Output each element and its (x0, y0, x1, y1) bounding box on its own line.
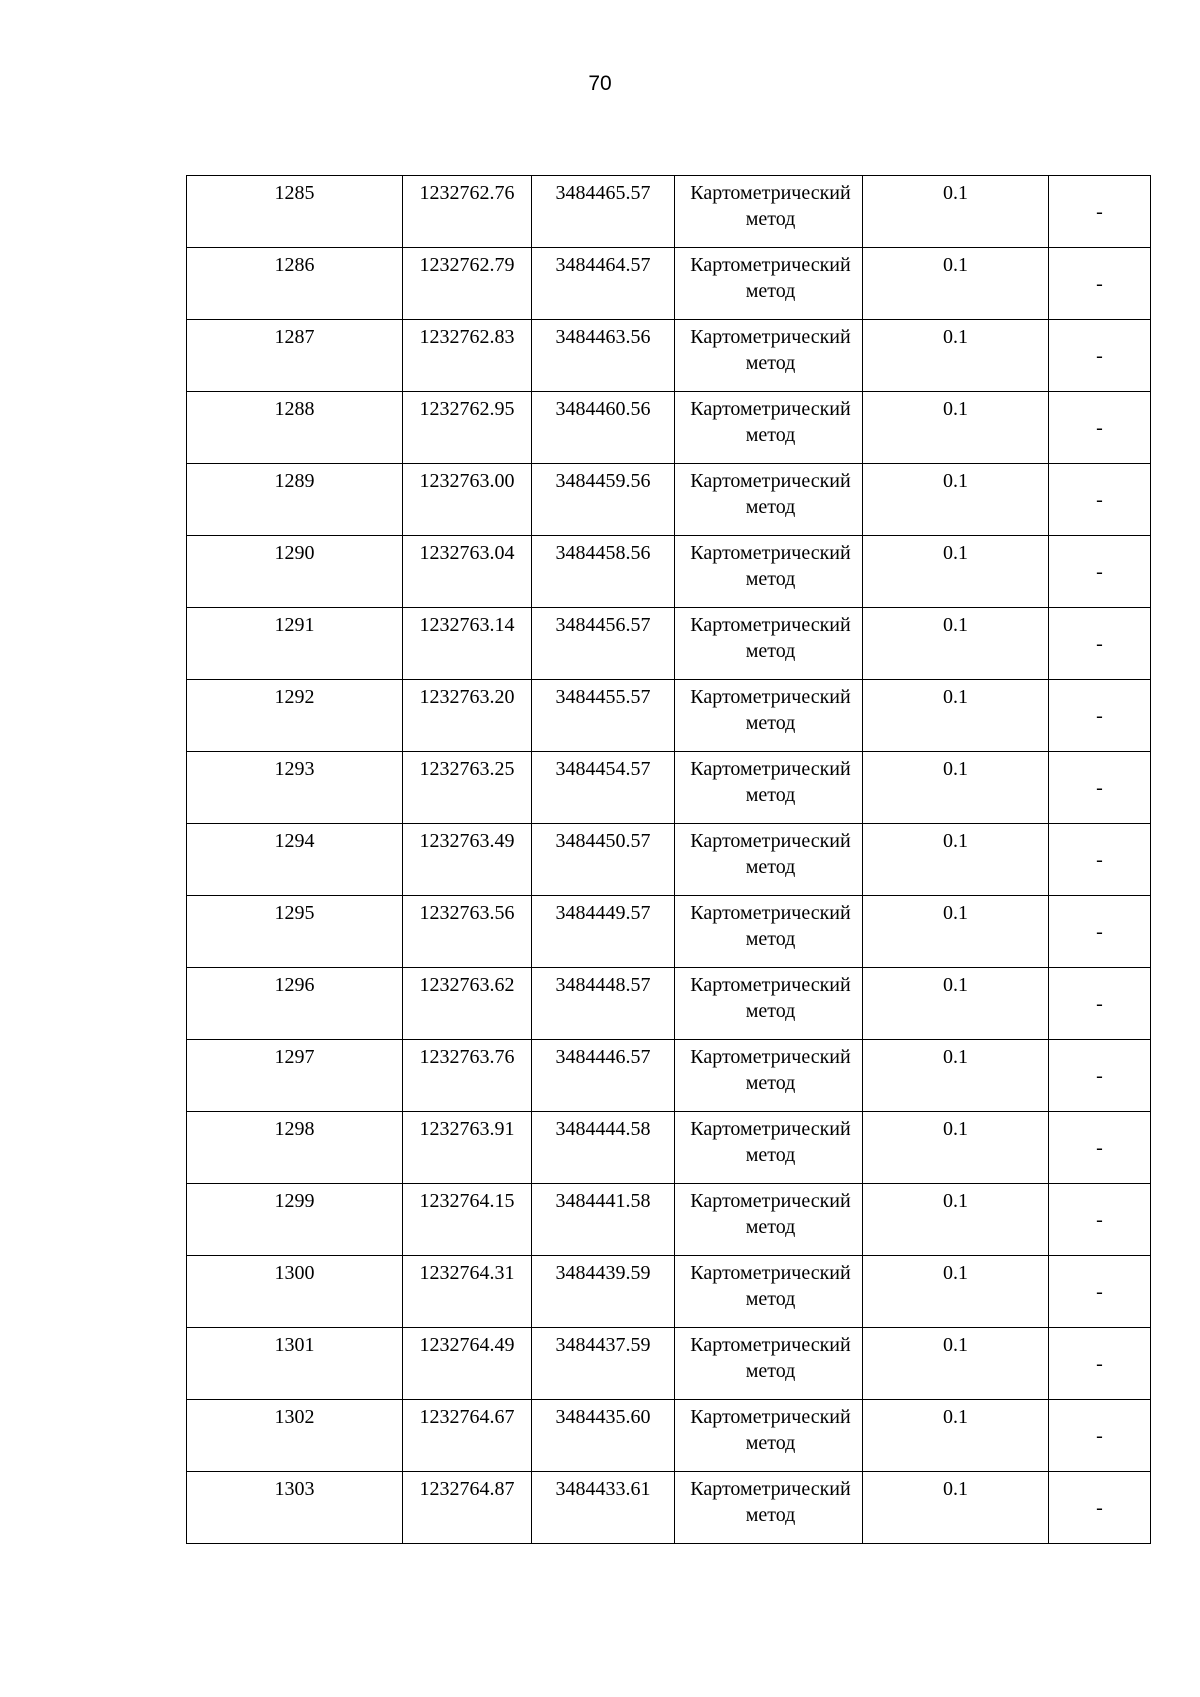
method-line-1: Картометрический (690, 398, 851, 420)
method-line-2: метод (745, 712, 796, 734)
accuracy-cell: 0.1 (863, 1472, 1049, 1544)
table-row (187, 1112, 1151, 1184)
method-cell (675, 680, 863, 752)
x-coordinate-cell: 1232762.76 (403, 176, 532, 248)
y-coordinate-cell: 3484439.59 (532, 1256, 675, 1328)
method-line-2: метод (745, 1432, 796, 1454)
table-row (187, 1400, 1151, 1472)
x-coordinate-cell: 1232763.14 (403, 608, 532, 680)
method-cell (675, 1184, 863, 1256)
point-number-cell: 1302 (187, 1400, 403, 1472)
y-coordinate-cell: 3484463.56 (532, 320, 675, 392)
note-cell: - (1049, 1400, 1151, 1472)
method-line-2: метод (745, 784, 796, 806)
note-cell: - (1049, 1112, 1151, 1184)
x-coordinate-cell: 1232764.87 (403, 1472, 532, 1544)
point-number-cell: 1298 (187, 1112, 403, 1184)
method-line-2: метод (745, 1360, 796, 1382)
accuracy-cell: 0.1 (863, 1256, 1049, 1328)
method-line-2: метод (745, 1072, 796, 1094)
accuracy-cell: 0.1 (863, 536, 1049, 608)
note-cell: - (1049, 1256, 1151, 1328)
y-coordinate-cell: 3484464.57 (532, 248, 675, 320)
accuracy-cell: 0.1 (863, 248, 1049, 320)
point-number-cell: 1286 (187, 248, 403, 320)
note-cell: - (1049, 392, 1151, 464)
method-cell (675, 464, 863, 536)
point-number-cell: 1294 (187, 824, 403, 896)
method-cell (675, 1112, 863, 1184)
table-row (187, 1472, 1151, 1544)
point-number-cell: 1293 (187, 752, 403, 824)
x-coordinate-cell: 1232763.91 (403, 1112, 532, 1184)
method-cell (675, 1040, 863, 1112)
method-line-2: метод (745, 208, 796, 230)
method-cell (675, 536, 863, 608)
x-coordinate-cell: 1232763.25 (403, 752, 532, 824)
note-cell: - (1049, 536, 1151, 608)
table-row (187, 608, 1151, 680)
note-cell: - (1049, 464, 1151, 536)
accuracy-cell: 0.1 (863, 392, 1049, 464)
y-coordinate-cell: 3484433.61 (532, 1472, 675, 1544)
table-row (187, 896, 1151, 968)
point-number-cell: 1303 (187, 1472, 403, 1544)
x-coordinate-cell: 1232763.76 (403, 1040, 532, 1112)
accuracy-cell: 0.1 (863, 896, 1049, 968)
table-row (187, 248, 1151, 320)
note-cell: - (1049, 1040, 1151, 1112)
method-line-2: метод (745, 928, 796, 950)
method-cell (675, 392, 863, 464)
point-number-cell: 1285 (187, 176, 403, 248)
method-line-1: Картометрический (690, 1262, 851, 1284)
method-line-1: Картометрический (690, 254, 851, 276)
point-number-cell: 1287 (187, 320, 403, 392)
y-coordinate-cell: 3484454.57 (532, 752, 675, 824)
method-line-2: метод (745, 1504, 796, 1526)
method-cell (675, 1328, 863, 1400)
point-number-cell: 1289 (187, 464, 403, 536)
point-number-cell: 1292 (187, 680, 403, 752)
table-row (187, 752, 1151, 824)
table-row (187, 176, 1151, 248)
table-row (187, 1040, 1151, 1112)
method-line-1: Картометрический (690, 1046, 851, 1068)
method-line-1: Картометрический (690, 902, 851, 924)
y-coordinate-cell: 3484458.56 (532, 536, 675, 608)
note-cell: - (1049, 176, 1151, 248)
x-coordinate-cell: 1232764.15 (403, 1184, 532, 1256)
y-coordinate-cell: 3484446.57 (532, 1040, 675, 1112)
method-line-2: метод (745, 1216, 796, 1238)
note-cell: - (1049, 1472, 1151, 1544)
note-cell: - (1049, 824, 1151, 896)
method-line-2: метод (745, 1000, 796, 1022)
note-cell: - (1049, 320, 1151, 392)
x-coordinate-cell: 1232762.79 (403, 248, 532, 320)
method-line-1: Картометрический (690, 1118, 851, 1140)
point-number-cell: 1290 (187, 536, 403, 608)
note-cell: - (1049, 248, 1151, 320)
method-line-2: метод (745, 640, 796, 662)
method-line-1: Картометрический (690, 1334, 851, 1356)
note-cell: - (1049, 608, 1151, 680)
method-line-1: Картометрический (690, 1478, 851, 1500)
table-row (187, 680, 1151, 752)
y-coordinate-cell: 3484444.58 (532, 1112, 675, 1184)
table-row (187, 536, 1151, 608)
accuracy-cell: 0.1 (863, 968, 1049, 1040)
accuracy-cell: 0.1 (863, 608, 1049, 680)
method-cell (675, 896, 863, 968)
method-line-1: Картометрический (690, 686, 851, 708)
table-row (187, 824, 1151, 896)
note-cell: - (1049, 752, 1151, 824)
accuracy-cell: 0.1 (863, 1184, 1049, 1256)
table-row (187, 464, 1151, 536)
method-line-1: Картометрический (690, 542, 851, 564)
table-row (187, 1328, 1151, 1400)
method-line-1: Картометрический (690, 830, 851, 852)
method-cell (675, 968, 863, 1040)
table-row (187, 1184, 1151, 1256)
note-cell: - (1049, 1184, 1151, 1256)
y-coordinate-cell: 3484441.58 (532, 1184, 675, 1256)
y-coordinate-cell: 3484455.57 (532, 680, 675, 752)
method-line-2: метод (745, 1144, 796, 1166)
point-number-cell: 1299 (187, 1184, 403, 1256)
point-number-cell: 1301 (187, 1328, 403, 1400)
note-cell: - (1049, 680, 1151, 752)
accuracy-cell: 0.1 (863, 752, 1049, 824)
x-coordinate-cell: 1232763.56 (403, 896, 532, 968)
method-line-1: Картометрический (690, 974, 851, 996)
accuracy-cell: 0.1 (863, 680, 1049, 752)
accuracy-cell: 0.1 (863, 176, 1049, 248)
method-line-2: метод (745, 568, 796, 590)
accuracy-cell: 0.1 (863, 824, 1049, 896)
x-coordinate-cell: 1232763.04 (403, 536, 532, 608)
method-line-2: метод (745, 1288, 796, 1310)
table-row (187, 392, 1151, 464)
x-coordinate-cell: 1232764.31 (403, 1256, 532, 1328)
method-line-1: Картометрический (690, 1406, 851, 1428)
y-coordinate-cell: 3484459.56 (532, 464, 675, 536)
method-line-2: метод (745, 496, 796, 518)
method-cell (675, 608, 863, 680)
table-row (187, 1256, 1151, 1328)
y-coordinate-cell: 3484450.57 (532, 824, 675, 896)
y-coordinate-cell: 3484460.56 (532, 392, 675, 464)
x-coordinate-cell: 1232763.00 (403, 464, 532, 536)
table-row (187, 320, 1151, 392)
method-line-1: Картометрический (690, 470, 851, 492)
method-line-2: метод (745, 352, 796, 374)
table-row (187, 968, 1151, 1040)
coordinates-table (186, 175, 1151, 1544)
point-number-cell: 1300 (187, 1256, 403, 1328)
accuracy-cell: 0.1 (863, 1040, 1049, 1112)
coordinates-table-body (187, 176, 1151, 1544)
method-line-2: метод (745, 856, 796, 878)
point-number-cell: 1295 (187, 896, 403, 968)
y-coordinate-cell: 3484448.57 (532, 968, 675, 1040)
note-cell: - (1049, 968, 1151, 1040)
method-cell (675, 752, 863, 824)
x-coordinate-cell: 1232764.67 (403, 1400, 532, 1472)
y-coordinate-cell: 3484437.59 (532, 1328, 675, 1400)
method-line-1: Картометрический (690, 758, 851, 780)
x-coordinate-cell: 1232763.62 (403, 968, 532, 1040)
note-cell: - (1049, 1328, 1151, 1400)
method-cell (675, 248, 863, 320)
point-number-cell: 1291 (187, 608, 403, 680)
point-number-cell: 1297 (187, 1040, 403, 1112)
page-number: 70 (588, 72, 612, 95)
method-cell (675, 1256, 863, 1328)
method-line-1: Картометрический (690, 326, 851, 348)
accuracy-cell: 0.1 (863, 1328, 1049, 1400)
y-coordinate-cell: 3484465.57 (532, 176, 675, 248)
point-number-cell: 1288 (187, 392, 403, 464)
method-line-2: метод (745, 424, 796, 446)
accuracy-cell: 0.1 (863, 1112, 1049, 1184)
y-coordinate-cell: 3484449.57 (532, 896, 675, 968)
method-cell (675, 1472, 863, 1544)
point-number-cell: 1296 (187, 968, 403, 1040)
x-coordinate-cell: 1232762.83 (403, 320, 532, 392)
method-line-1: Картометрический (690, 1190, 851, 1212)
method-line-1: Картометрический (690, 182, 851, 204)
y-coordinate-cell: 3484456.57 (532, 608, 675, 680)
method-cell (675, 176, 863, 248)
x-coordinate-cell: 1232763.49 (403, 824, 532, 896)
x-coordinate-cell: 1232764.49 (403, 1328, 532, 1400)
note-cell: - (1049, 896, 1151, 968)
method-cell (675, 320, 863, 392)
accuracy-cell: 0.1 (863, 320, 1049, 392)
accuracy-cell: 0.1 (863, 464, 1049, 536)
method-cell (675, 1400, 863, 1472)
x-coordinate-cell: 1232763.20 (403, 680, 532, 752)
y-coordinate-cell: 3484435.60 (532, 1400, 675, 1472)
method-cell (675, 824, 863, 896)
method-line-2: метод (745, 280, 796, 302)
method-line-1: Картометрический (690, 614, 851, 636)
accuracy-cell: 0.1 (863, 1400, 1049, 1472)
x-coordinate-cell: 1232762.95 (403, 392, 532, 464)
